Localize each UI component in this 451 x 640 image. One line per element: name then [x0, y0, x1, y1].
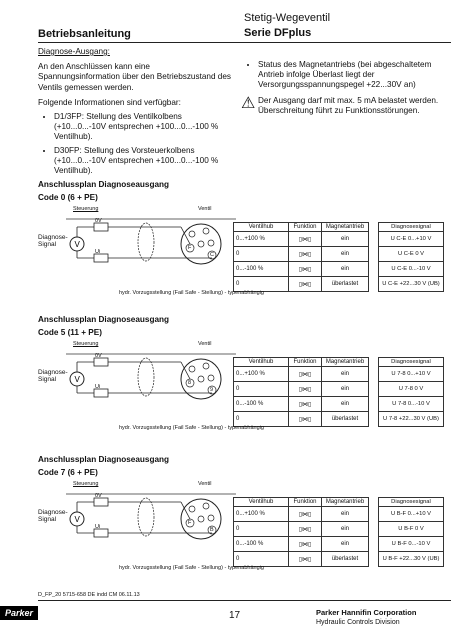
section-title: Anschlussplan Diagnoseausgang — [38, 315, 170, 324]
warning-text: Der Ausgang darf mit max. 5 mA belastet werden. Überschreitung führt zu Funktionsstörungen. — [258, 96, 439, 116]
table-row — [234, 537, 369, 552]
product-series: Serie DFplus — [244, 27, 312, 39]
table-row — [234, 522, 369, 537]
cell-signal: U 7-8 0...+10 V — [379, 367, 444, 382]
signal-table — [378, 497, 444, 567]
cell-hub: 0...+100 % — [234, 507, 289, 522]
table-row — [234, 232, 369, 247]
col-funktion: Funktion — [289, 498, 322, 507]
cell-mag: ein — [322, 367, 369, 382]
cell-mag: ein — [322, 537, 369, 552]
col-funktion: Funktion — [289, 358, 322, 367]
cell-signal: U C-E 0...+10 V — [379, 232, 444, 247]
cell-mag: ein — [322, 247, 369, 262]
col-ventilhub: Ventilhub — [234, 498, 289, 507]
cell-signal: U 7-8 0 V — [379, 382, 444, 397]
intro-right — [242, 60, 442, 94]
cell-signal: U C-E 0 V — [379, 247, 444, 262]
table-row — [379, 382, 444, 397]
intro-bullets-left — [38, 112, 234, 176]
parker-logo: Parker — [0, 606, 38, 620]
doc-id: D_FP_20 5715-658 DE indd CM 06.11.13 — [38, 592, 140, 598]
cell-mag: ein — [322, 382, 369, 397]
label-diagnose-signal: Diagnose-Signal — [38, 234, 68, 248]
cell-signal: U B-F +22...30 V (UB) — [379, 552, 444, 567]
cell-funktion-symbol: ▯⋈▯ — [289, 262, 322, 277]
pin-ui: Ui — [95, 384, 101, 390]
label-ventil: Ventil — [198, 341, 212, 347]
cell-mag: ein — [322, 507, 369, 522]
table-row — [379, 247, 444, 262]
bullet-magnet-status: • Status des Magnetantriebs (bei abgeschaltetem Antrieb infolge Überlast liegt der Versorgungsspannungspegel +22...30V an) — [258, 60, 442, 91]
doc-title: Betriebsanleitung — [38, 28, 131, 40]
pin-0v: 0V — [95, 218, 102, 224]
intro-para1: An den Anschlüssen kann eine Spannungsinformation über den Betriebszustand des Ventils gemessen werden. — [38, 62, 231, 92]
svg-text:V: V — [74, 240, 80, 249]
col-magnetantrieb: Magnetantrieb — [322, 223, 369, 232]
wiring-diagram — [66, 489, 236, 549]
col-funktion: Funktion — [289, 223, 322, 232]
label-diagnose-signal: Diagnose-Signal — [38, 369, 68, 383]
cell-hub: 0 — [234, 522, 289, 537]
svg-text:V: V — [74, 515, 80, 524]
pin-letter-a: 8 — [188, 380, 192, 386]
col-ventilhub: Ventilhub — [234, 358, 289, 367]
function-table — [233, 222, 369, 292]
cell-signal: U C-E +22...30 V (UB) — [379, 277, 444, 292]
intro-bullets-right — [242, 60, 442, 91]
section-code: Code 5 (11 + PE) — [38, 328, 102, 337]
cell-mag: überlastet — [322, 412, 369, 427]
cell-hub: 0 — [234, 277, 289, 292]
cell-hub: 0 — [234, 412, 289, 427]
table-row — [234, 507, 369, 522]
bullet-d30fp: • D30FP: Stellung des Vorsteuerkolbens (+10...0...-10V entsprechen +100...0...-100 % Ventilhub). — [54, 146, 234, 177]
warning-icon: ⚠ — [241, 95, 256, 112]
footer-rule — [38, 600, 451, 601]
signal-table — [378, 222, 444, 292]
cell-signal: U 7-8 0...-10 V — [379, 397, 444, 412]
cell-mag: überlastet — [322, 552, 369, 567]
pin-0v: 0V — [95, 493, 102, 499]
failsafe-note: hydr. Vorzugsstellung (Fail Safe - Stellung) - typenabhängig — [119, 290, 264, 296]
col-magnetantrieb: Magnetantrieb — [322, 358, 369, 367]
cell-funktion-symbol: ▯⋈▯ — [289, 552, 322, 567]
table-row — [379, 277, 444, 292]
pin-letter-b: B — [210, 527, 214, 533]
section-title: Anschlussplan Diagnoseausgang — [38, 455, 170, 464]
table-row — [234, 262, 369, 277]
label-ventil: Ventil — [198, 481, 212, 487]
cell-hub: 0...+100 % — [234, 367, 289, 382]
page-number: 17 — [229, 610, 241, 621]
table-row — [379, 232, 444, 247]
cell-hub: 0...+100 % — [234, 232, 289, 247]
cell-hub: 0...-100 % — [234, 397, 289, 412]
table-row — [379, 412, 444, 427]
cell-signal: U 7-8 +22...30 V (UB) — [379, 412, 444, 427]
wiring-diagram — [66, 214, 236, 274]
table-row — [379, 552, 444, 567]
label-steuerung: Steuerung — [73, 341, 99, 347]
division-name: Hydraulic Controls Division — [316, 619, 400, 626]
table-row — [234, 247, 369, 262]
intro-left — [38, 47, 234, 179]
table-row — [379, 507, 444, 522]
intro-para2: Folgende Informationen sind verfügbar: — [38, 97, 181, 107]
col-diagnosesignal: Diagnosesignal — [379, 358, 444, 367]
header-rule — [38, 42, 451, 43]
pin-ui: Ui — [95, 524, 101, 530]
col-ventilhub: Ventilhub — [234, 223, 289, 232]
cell-mag: ein — [322, 232, 369, 247]
cell-funktion-symbol: ▯⋈▯ — [289, 522, 322, 537]
cell-hub: 0 — [234, 382, 289, 397]
pin-letter-a: F — [188, 245, 192, 251]
intro-heading: Diagnose-Ausgang: — [38, 47, 110, 56]
cell-funktion-symbol: ▯⋈▯ — [289, 507, 322, 522]
table-row — [234, 382, 369, 397]
cell-funktion-symbol: ▯⋈▯ — [289, 247, 322, 262]
cell-funktion-symbol: ▯⋈▯ — [289, 412, 322, 427]
cell-signal: U B-F 0 V — [379, 522, 444, 537]
label-ventil: Ventil — [198, 206, 212, 212]
section-title: Anschlussplan Diagnoseausgang — [38, 180, 170, 189]
cell-hub: 0 — [234, 552, 289, 567]
pin-letter-b: C — [210, 252, 214, 258]
cell-signal: U B-F 0...-10 V — [379, 537, 444, 552]
table-row — [379, 537, 444, 552]
table-row — [379, 397, 444, 412]
failsafe-note: hydr. Vorzugsstellung (Fail Safe - Stellung) - typenabhängig — [119, 565, 264, 571]
table-row — [234, 397, 369, 412]
cell-mag: überlastet — [322, 277, 369, 292]
label-diagnose-signal: Diagnose-Signal — [38, 509, 68, 523]
col-magnetantrieb: Magnetantrieb — [322, 498, 369, 507]
wiring-diagram — [66, 349, 236, 409]
function-table — [233, 357, 369, 427]
cell-funktion-symbol: ▯⋈▯ — [289, 232, 322, 247]
pin-letter-b: 9 — [210, 387, 214, 393]
cell-mag: ein — [322, 262, 369, 277]
pin-0v: 0V — [95, 353, 102, 359]
function-table — [233, 497, 369, 567]
cell-funktion-symbol: ▯⋈▯ — [289, 397, 322, 412]
signal-table — [378, 357, 444, 427]
col-diagnosesignal: Diagnosesignal — [379, 498, 444, 507]
cell-hub: 0...-100 % — [234, 262, 289, 277]
cell-signal: U C-E 0...-10 V — [379, 262, 444, 277]
product-name: Stetig-Wegeventil — [244, 12, 331, 24]
label-steuerung: Steuerung — [73, 206, 99, 212]
cell-hub: 0 — [234, 247, 289, 262]
cell-signal: U B-F 0...+10 V — [379, 507, 444, 522]
col-diagnosesignal: Diagnosesignal — [379, 223, 444, 232]
table-row — [379, 522, 444, 537]
label-steuerung: Steuerung — [73, 481, 99, 487]
cell-funktion-symbol: ▯⋈▯ — [289, 537, 322, 552]
cell-hub: 0...-100 % — [234, 537, 289, 552]
table-row — [379, 262, 444, 277]
cell-mag: ein — [322, 397, 369, 412]
bullet-d13fp: • D1/3FP: Stellung des Ventilkolbens (+10...0...-10V entsprechen +100...0...-100 % Ventilhub). — [54, 112, 234, 143]
table-row — [379, 367, 444, 382]
company-name: Parker Hannifin Corporation — [316, 608, 417, 617]
pin-ui: Ui — [95, 249, 101, 255]
cell-mag: ein — [322, 522, 369, 537]
table-row — [234, 367, 369, 382]
cell-funktion-symbol: ▯⋈▯ — [289, 382, 322, 397]
section-code: Code 7 (6 + PE) — [38, 468, 98, 477]
section-code: Code 0 (6 + PE) — [38, 193, 98, 202]
failsafe-note: hydr. Vorzugsstellung (Fail Safe - Stellung) - typenabhängig — [119, 425, 264, 431]
svg-text:V: V — [74, 375, 80, 384]
pin-letter-a: F — [188, 520, 192, 526]
cell-funktion-symbol: ▯⋈▯ — [289, 367, 322, 382]
cell-funktion-symbol: ▯⋈▯ — [289, 277, 322, 292]
